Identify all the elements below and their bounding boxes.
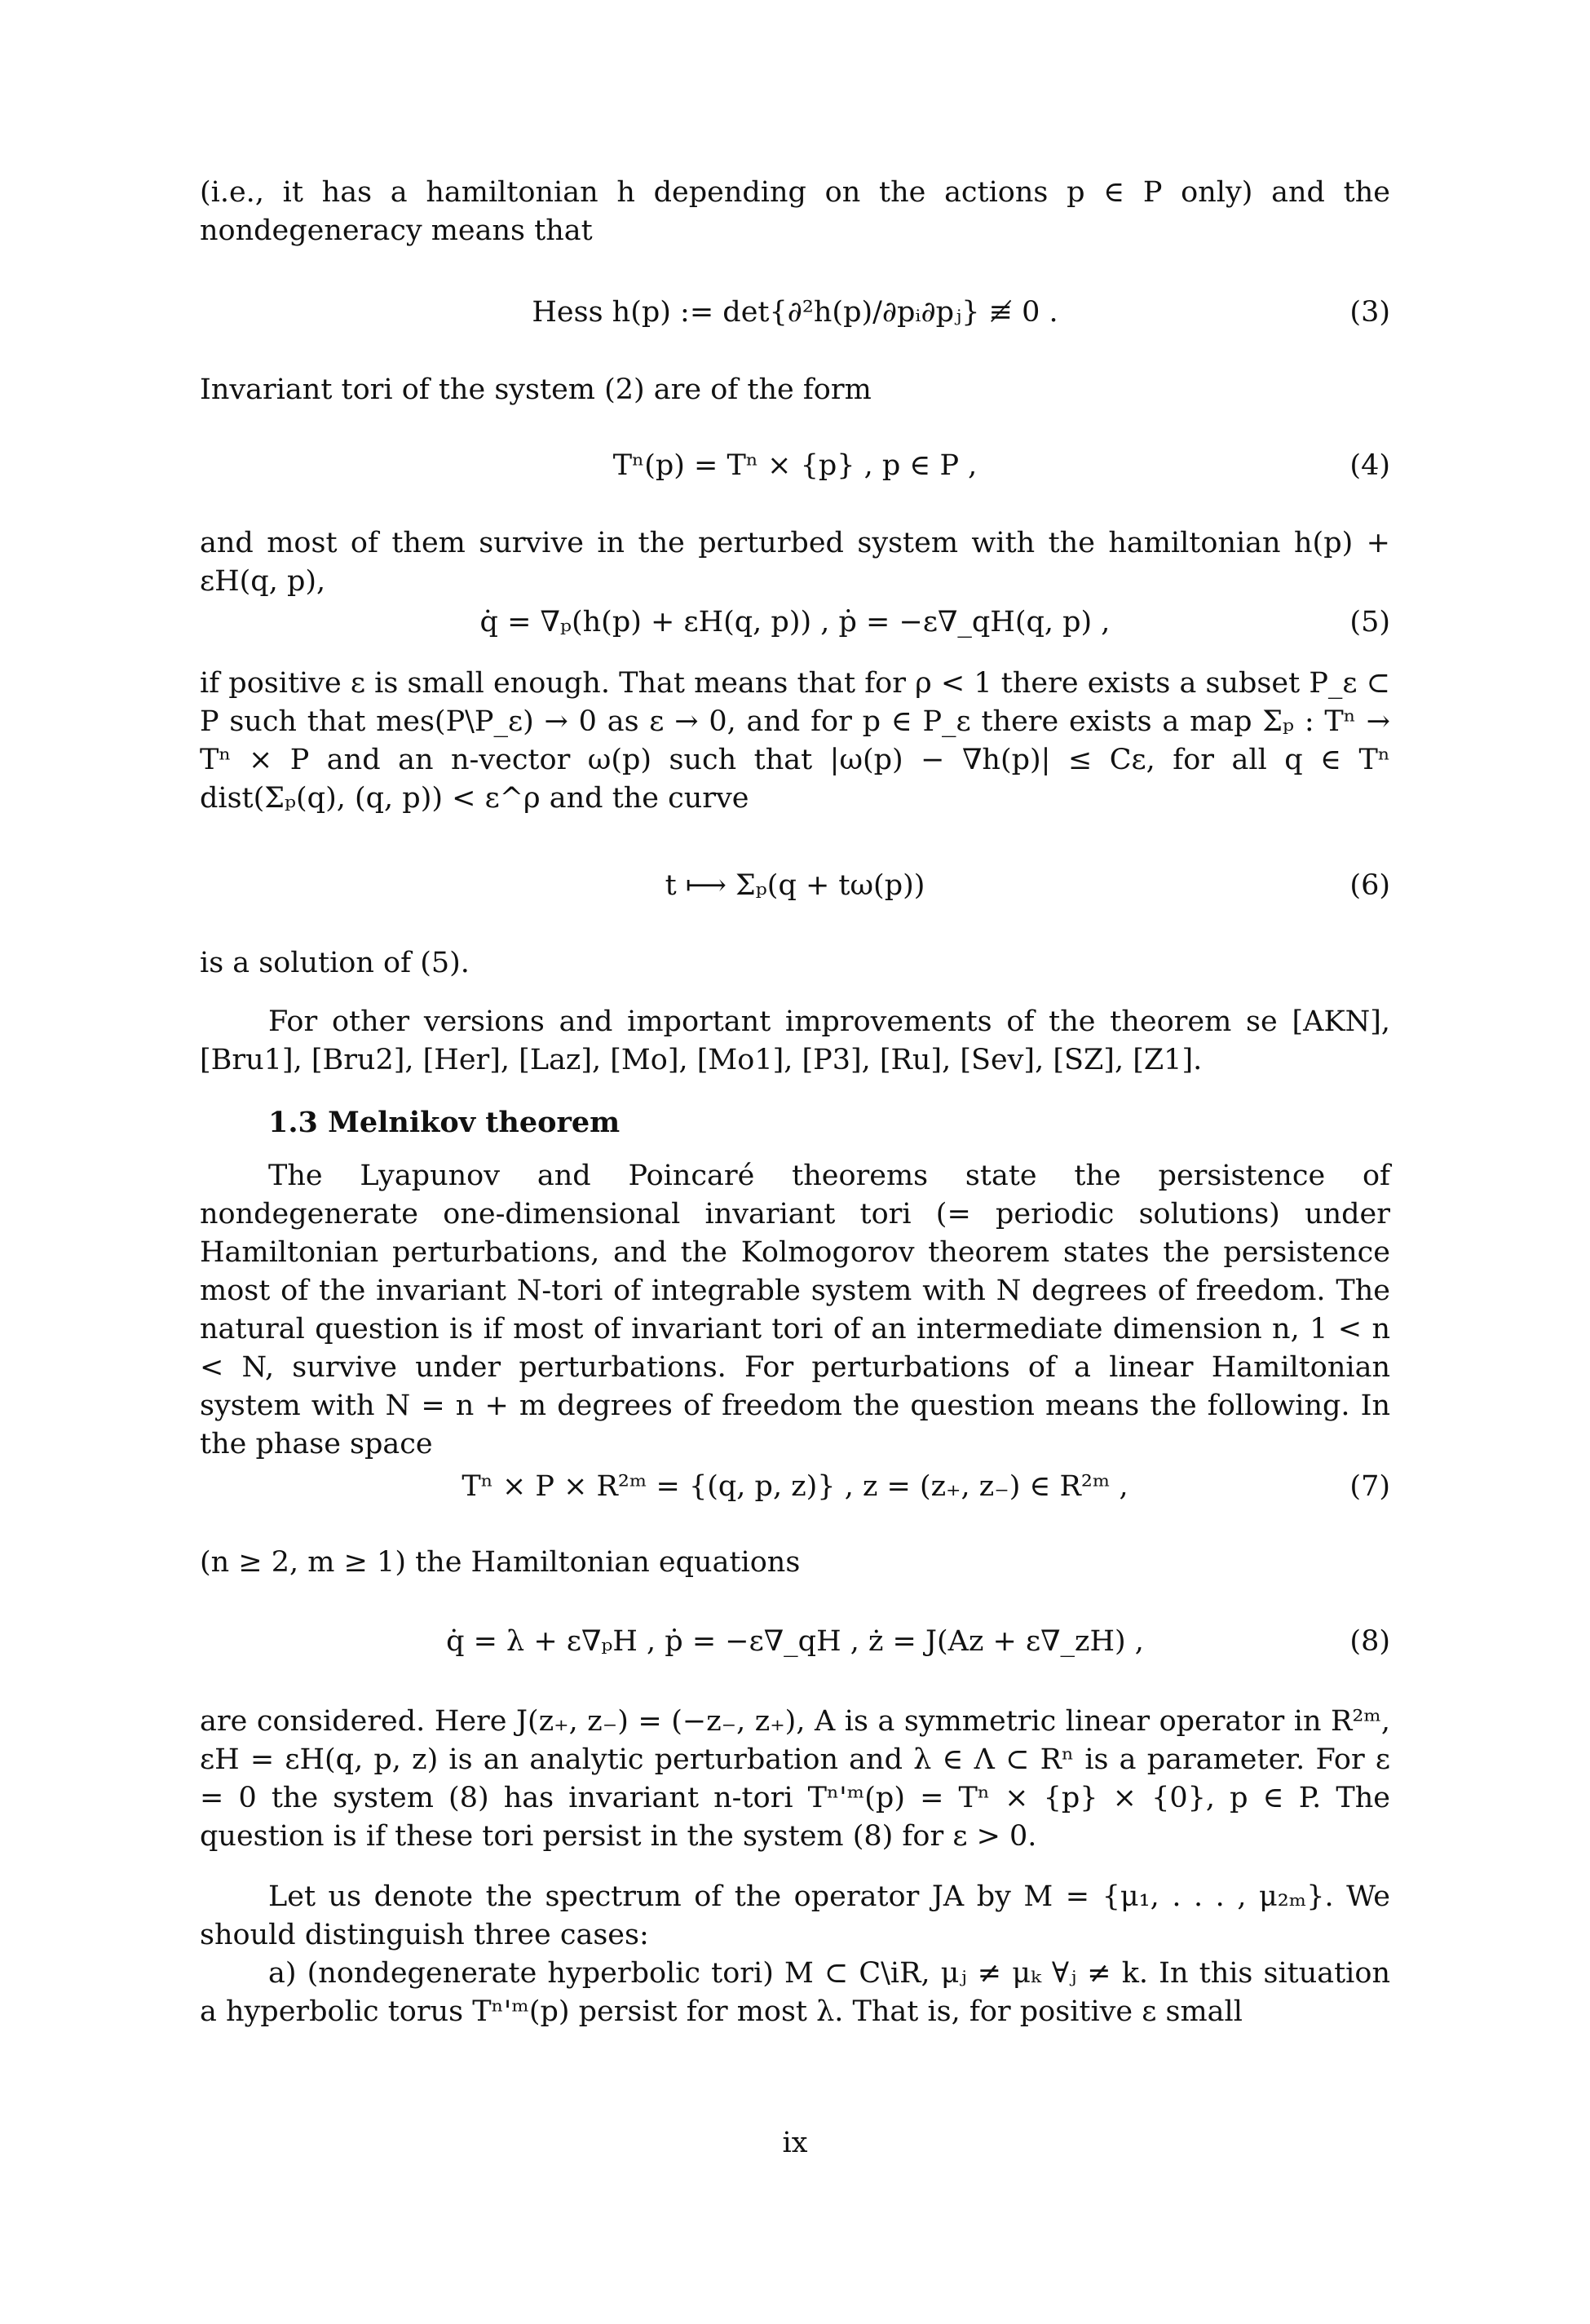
equation-6-number: (6) (1349, 869, 1390, 902)
paragraph-melnikov-intro: The Lyapunov and Poincaré theorems state the persistence of nondegenerate one-dimensional invariant tori (= periodic solutions) under Hamiltonian perturbations, and the Kolmogorov theorem states the persistence most of the invariant N-tori of integrable system with N degrees of freedom. The natural question is if most of invariant tori of an intermediate dimension n, 1 < n < N, survive under perturbations. For perturbations of a linear Hamiltonian system with N = n + m degrees of freedom the question means the following. In the phase space (200, 1160, 1390, 1460)
paragraph-hamiltonian-equations: (n ≥ 2, m ≥ 1) the Hamiltonian equations (200, 1546, 801, 1579)
equation-8-body: q̇ = λ + ε∇ₚH , ṗ = −ε∇_qH , ż = J(Az + ε∇_zH) , (446, 1625, 1144, 1658)
equation-5-number: (5) (1349, 606, 1390, 638)
section-heading: 1.3 Melnikov theorem (268, 1106, 621, 1139)
paragraph-small-epsilon: if positive ε is small enough. That means that for ρ < 1 there exists a subset P_ε ⊂ P such that mes(P\P_ε) → 0 as ε → 0, and for p ∈ P_ε there exists a map Σₚ : Tⁿ → Tⁿ × P and an n-vector ω(p) such that |ω(p) − ∇h(p)| ≤ Cε, for all q ∈ Tⁿ dist(Σₚ(q), (q, p)) < ε^ρ and the curve (200, 667, 1390, 815)
paragraph-other-versions: For other versions and important improvements of the theorem se [AKN], [Bru1], [Bru2], [Her], [Laz], [Mo], [Mo1], [P3], [Ru], [Sev], [SZ], [Z1]. (200, 1005, 1390, 1076)
equation-7 (200, 1468, 1390, 1509)
page-number: ix (782, 2127, 808, 2159)
equation-3-body: Hess h(p) := det{∂²h(p)/∂pᵢ∂pⱼ} ≢ 0 . (532, 296, 1058, 329)
equation-8 (200, 1623, 1390, 1663)
equation-6-body: t ⟼ Σₚ(q + tω(p)) (665, 869, 925, 902)
paragraph-considered: are considered. Here J(z₊, z₋) = (−z₋, z₊), A is a symmetric linear operator in R²ᵐ, εH = εH(q, p, z) is an analytic perturbation and λ ∈ Λ ⊂ Rⁿ is a parameter. For ε = 0 the system (8) has invariant n-tori Tⁿ'ᵐ(p) = Tⁿ × {p} × {0}, p ∈ P. The question is if these tori persist in the system (8) for ε > 0. (200, 1705, 1390, 1853)
equation-4-body: Tⁿ(p) = Tⁿ × {p} , p ∈ P , (612, 449, 978, 482)
equation-3-number: (3) (1349, 296, 1390, 329)
paragraph-nondegeneracy: (i.e., it has a hamiltonian h depending on the actions p ∈ P only) and the nondegeneracy means that (200, 176, 1390, 247)
paragraph-hyperbolic-tori: a) (nondegenerate hyperbolic tori) M ⊂ C\iR, μⱼ ≠ μₖ ∀ⱼ ≠ k. In this situation a hyperbolic torus Tⁿ'ᵐ(p) persist for most λ. That is, for positive ε small (200, 1957, 1390, 2028)
equation-7-number: (7) (1349, 1470, 1390, 1503)
paragraph-spectrum: Let us denote the spectrum of the operator JA by M = {μ₁, . . . , μ₂ₘ}. We should distinguish three cases: (200, 1880, 1390, 1951)
equation-8-number: (8) (1349, 1625, 1390, 1658)
paragraph-invariant-tori: Invariant tori of the system (2) are of the form (200, 373, 872, 406)
equation-4-number: (4) (1349, 449, 1390, 482)
equation-6 (200, 867, 1390, 908)
paragraph-solution: is a solution of (5). (200, 947, 470, 979)
paragraph-perturbed-system: and most of them survive in the perturbed system with the hamiltonian h(p) + εH(q, p), (200, 527, 1390, 598)
equation-4 (200, 447, 1390, 488)
equation-5 (200, 603, 1390, 644)
equation-7-body: Tⁿ × P × R²ᵐ = {(q, p, z)} , z = (z₊, z₋) ∈ R²ᵐ , (462, 1470, 1128, 1503)
equation-3 (200, 294, 1390, 334)
equation-5-body: q̇ = ∇ₚ(h(p) + εH(q, p)) , ṗ = −ε∇_qH(q, p) , (479, 606, 1111, 638)
